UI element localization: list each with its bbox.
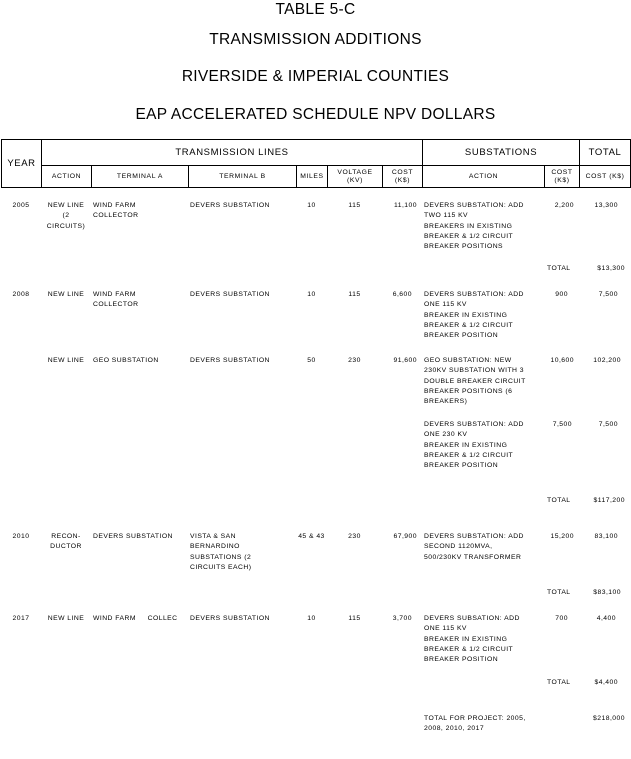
row-sub-action: GEO SUBSTATION: NEW 230KV SUBSTATION WITH 3 DOUBLE BREAKER CIRCUIT BREAKER POSITIONS (6 BREAKERS)	[424, 357, 526, 406]
header-total-cost: COST (K$)	[580, 166, 631, 188]
row-total: 83,100	[594, 533, 618, 540]
row-sub-action: DEVERS SUBSTATION: ADD ONE 115 KV BREAKER IN EXISTING BREAKER & 1/2 CIRCUIT BREAKER POSITION	[424, 291, 524, 340]
row-voltage: 115	[348, 291, 361, 298]
row-sub-cost: 10,600	[550, 357, 574, 364]
row-sub-cost: 2,200	[554, 202, 574, 209]
row-miles: 50	[307, 357, 316, 364]
subtotal-value: $117,200	[593, 497, 625, 504]
row-sub-action: DEVERS SUBSTATION: ADD TWO 115 KV BREAKERS IN EXISTING BREAKER & 1/2 CIRCUIT BREAKER POSITIONS	[424, 202, 524, 251]
row-year: 2005	[12, 202, 30, 209]
region-title: RIVERSIDE & IMPERIAL COUNTIES	[181, 68, 450, 85]
project-total-label: TOTAL FOR PROJECT: 2005, 2008, 2010, 2017	[424, 715, 526, 733]
row-terminal-a: WIND FARM COLLECTOR	[93, 202, 139, 220]
row-sub-action: DEVERS SUBSTATION: ADD ONE 230 KV BREAKER IN EXISTING BREAKER & 1/2 CIRCUIT BREAKER POSITION	[424, 421, 524, 470]
row-total: 13,300	[594, 202, 618, 209]
row-action: NEW LINE	[47, 615, 85, 622]
row-sub-cost: 700	[555, 615, 568, 622]
header-terminal-b: TERMINAL B	[189, 166, 297, 188]
row-cost: 67,900	[393, 533, 417, 540]
header-sub-action: ACTION	[423, 166, 545, 188]
row-terminal-b: DEVERS SUBSTATION	[190, 291, 270, 298]
subtotal-value: $13,300	[597, 265, 625, 272]
header-miles: MILES	[297, 166, 328, 188]
row-cost: 91,600	[393, 357, 417, 364]
row-terminal-b: DEVERS SUBSTATION	[190, 357, 270, 364]
row-terminal-a: DEVERS SUBSTATION	[93, 533, 173, 540]
header-cost: COST (K$)	[383, 166, 423, 188]
row-total: 102,200	[593, 357, 621, 364]
project-total-value: $218,000	[593, 715, 625, 722]
row-total: 7,500	[598, 421, 618, 428]
row-miles: 10	[307, 615, 316, 622]
subtotal-label: TOTAL	[547, 497, 571, 504]
subtotal-value: $4,400	[594, 679, 618, 686]
header-terminal-a: TERMINAL A	[92, 166, 189, 188]
row-terminal-a: GEO SUBSTATION	[93, 357, 159, 364]
column-header	[1, 139, 631, 188]
row-miles: 45 & 43	[298, 533, 325, 540]
subtotal-value: $83,100	[593, 589, 621, 596]
row-terminal-b: DEVERS SUBSTATION	[190, 202, 270, 209]
header-transmission-lines: TRANSMISSION LINES	[42, 140, 423, 166]
row-cost: 3,700	[392, 615, 412, 622]
row-terminal-a: WIND FARM COLLECTOR	[93, 291, 139, 309]
row-terminal-b: VISTA & SAN BERNARDINO SUBSTATIONS (2 CIRCUITS EACH)	[190, 533, 252, 571]
header-voltage: VOLTAGE (KV)	[328, 166, 383, 188]
row-year: 2010	[12, 533, 30, 540]
row-year: 2017	[12, 615, 30, 622]
header-substations: SUBSTATIONS	[423, 140, 580, 166]
table-subtitle: TRANSMISSION ADDITIONS	[209, 31, 422, 48]
row-year: 2008	[12, 291, 30, 298]
row-voltage: 230	[348, 357, 361, 364]
header-action: ACTION	[42, 166, 92, 188]
subtotal-label: TOTAL	[547, 679, 571, 686]
schedule-title: EAP ACCELERATED SCHEDULE NPV DOLLARS	[135, 106, 496, 123]
subtotal-label: TOTAL	[547, 265, 571, 272]
row-miles: 10	[307, 291, 316, 298]
row-voltage: 115	[348, 202, 361, 209]
row-sub-cost: 7,500	[552, 421, 572, 428]
row-cost: 6,600	[392, 291, 412, 298]
row-total: 7,500	[598, 291, 618, 298]
row-sub-cost: 15,200	[550, 533, 574, 540]
row-voltage: 115	[348, 615, 361, 622]
row-terminal-a: WIND FARM COLLEC	[93, 615, 178, 622]
subtotal-label: TOTAL	[547, 589, 571, 596]
table-title: TABLE 5-C	[275, 1, 356, 18]
header-total: TOTAL	[580, 140, 631, 166]
row-terminal-b: DEVERS SUBSTATION	[190, 615, 270, 622]
row-sub-cost: 900	[555, 291, 568, 298]
row-action: NEW LINE	[47, 291, 85, 298]
header-year: YEAR	[2, 140, 42, 188]
row-action: NEW LINE	[47, 357, 85, 364]
row-voltage: 230	[348, 533, 361, 540]
row-cost: 11,100	[394, 202, 417, 209]
row-total: 4,400	[596, 615, 616, 622]
row-action: NEW LINE (2 CIRCUITS)	[46, 202, 86, 230]
row-action: RECON- DUCTOR	[50, 533, 82, 551]
row-sub-action: DEVERS SUBSTATION: ADD SECOND 1120MVA, 500/230KV TRANSFORMER	[424, 533, 524, 561]
row-sub-action: DEVERS SUBSATION: ADD ONE 115 KV BREAKER IN EXISTING BREAKER & 1/2 CIRCUIT BREAKER POSITION	[424, 615, 520, 664]
header-sub-cost: COST (K$)	[545, 166, 580, 188]
row-miles: 10	[307, 202, 316, 209]
